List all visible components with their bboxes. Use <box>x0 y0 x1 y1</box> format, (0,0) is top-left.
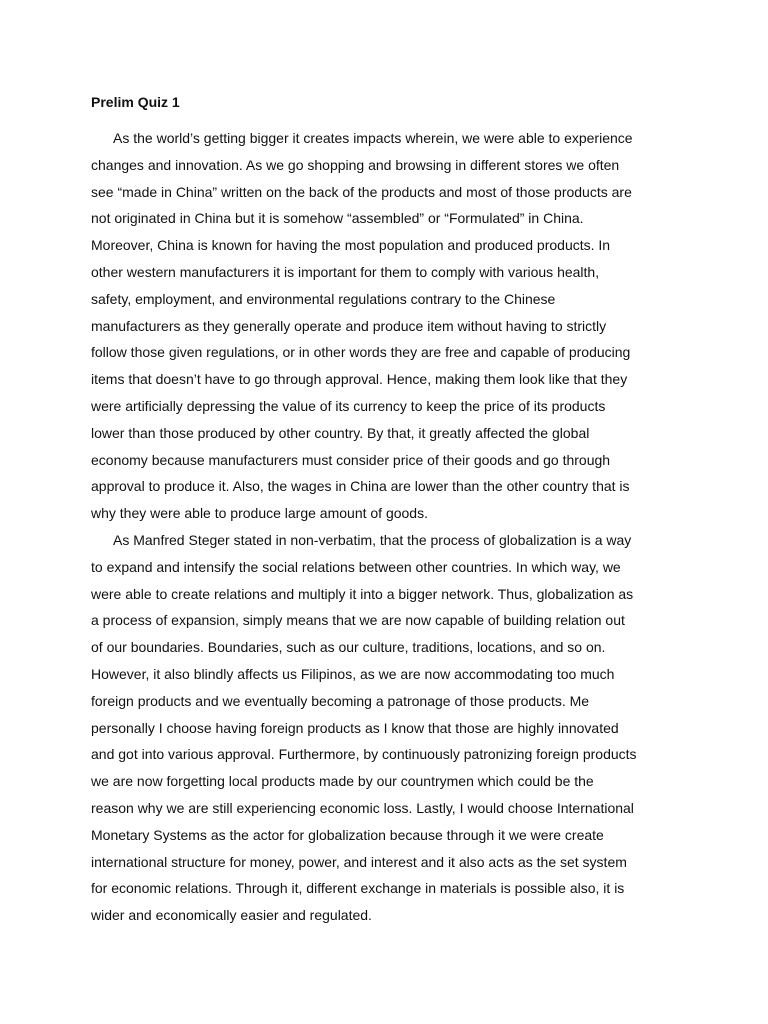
text-line: were artificially depressing the value of its currency to keep the price of its products <box>91 397 606 414</box>
text-line: economy because manufacturers must consider price of their goods and go through <box>91 451 611 468</box>
text-line: we are now forgetting local products made by our countrymen which could be the <box>91 773 594 790</box>
text-line: However, it also blindly affects us Filipinos, as we are now accommodating too much <box>91 665 615 682</box>
text-line: Monetary Systems as the actor for globalization because through it we were create <box>91 826 604 843</box>
text-line: to expand and intensify the social relations between other countries. In which way, we <box>91 558 621 575</box>
paragraph-2 <box>91 527 687 929</box>
text-line: items that doesn’t have to go through approval. Hence, making them look like that they <box>91 371 628 388</box>
text-line: wider and economically easier and regulated. <box>91 907 372 924</box>
text-line: foreign products and we eventually becoming a patronage of those products. Me <box>91 692 590 709</box>
text-line: a process of expansion, simply means that we are now capable of building relation out <box>91 612 625 629</box>
text-line: As Manfred Steger stated in non-verbatim, that the process of globalization is a way <box>113 531 632 548</box>
text-line: for economic relations. Through it, different exchange in materials is possible also, it is <box>91 880 625 897</box>
text-line: reason why we are still experiencing economic loss. Lastly, I would choose International <box>91 799 634 816</box>
text-line: approval to produce it. Also, the wages in China are lower than the other country that is <box>91 478 630 495</box>
text-line: were able to create relations and multiply it into a bigger network. Thus, globalization as <box>91 585 634 602</box>
text-line: manufacturers as they generally operate and produce item without having to strictly <box>91 317 607 334</box>
text-line: why they were able to produce large amount of goods. <box>91 505 428 522</box>
text-line: other western manufacturers it is important for them to comply with various health, <box>91 263 600 280</box>
text-line: safety, employment, and environmental regulations contrary to the Chinese <box>91 290 556 307</box>
document-body <box>91 90 687 929</box>
text-line: changes and innovation. As we go shopping and browsing in different stores we often <box>91 156 620 173</box>
text-line: see “made in China” written on the back of the products and most of those products are <box>91 183 632 200</box>
text-line: international structure for money, power, and interest and it also acts as the set system <box>91 853 627 870</box>
paragraph-1 <box>91 125 687 527</box>
text-line: not originated in China but it is somehow “assembled” or “Formulated” in China. <box>91 210 584 227</box>
text-line: lower than those produced by other country. By that, it greatly affected the global <box>91 424 590 441</box>
text-line: follow those given regulations, or in other words they are free and capable of producing <box>91 344 631 361</box>
text-line: As the world’s getting bigger it creates impacts wherein, we were able to experience <box>113 130 633 146</box>
text-line: Moreover, China is known for having the most population and produced products. In <box>91 237 611 254</box>
text-line: and got into various approval. Furthermore, by continuously patronizing foreign products <box>91 746 637 763</box>
text-line: personally I choose having foreign products as I know that those are highly innovated <box>91 719 619 736</box>
page-title: Prelim Quiz 1 <box>91 94 180 110</box>
text-line: of our boundaries. Boundaries, such as our culture, traditions, locations, and so on. <box>91 639 606 656</box>
